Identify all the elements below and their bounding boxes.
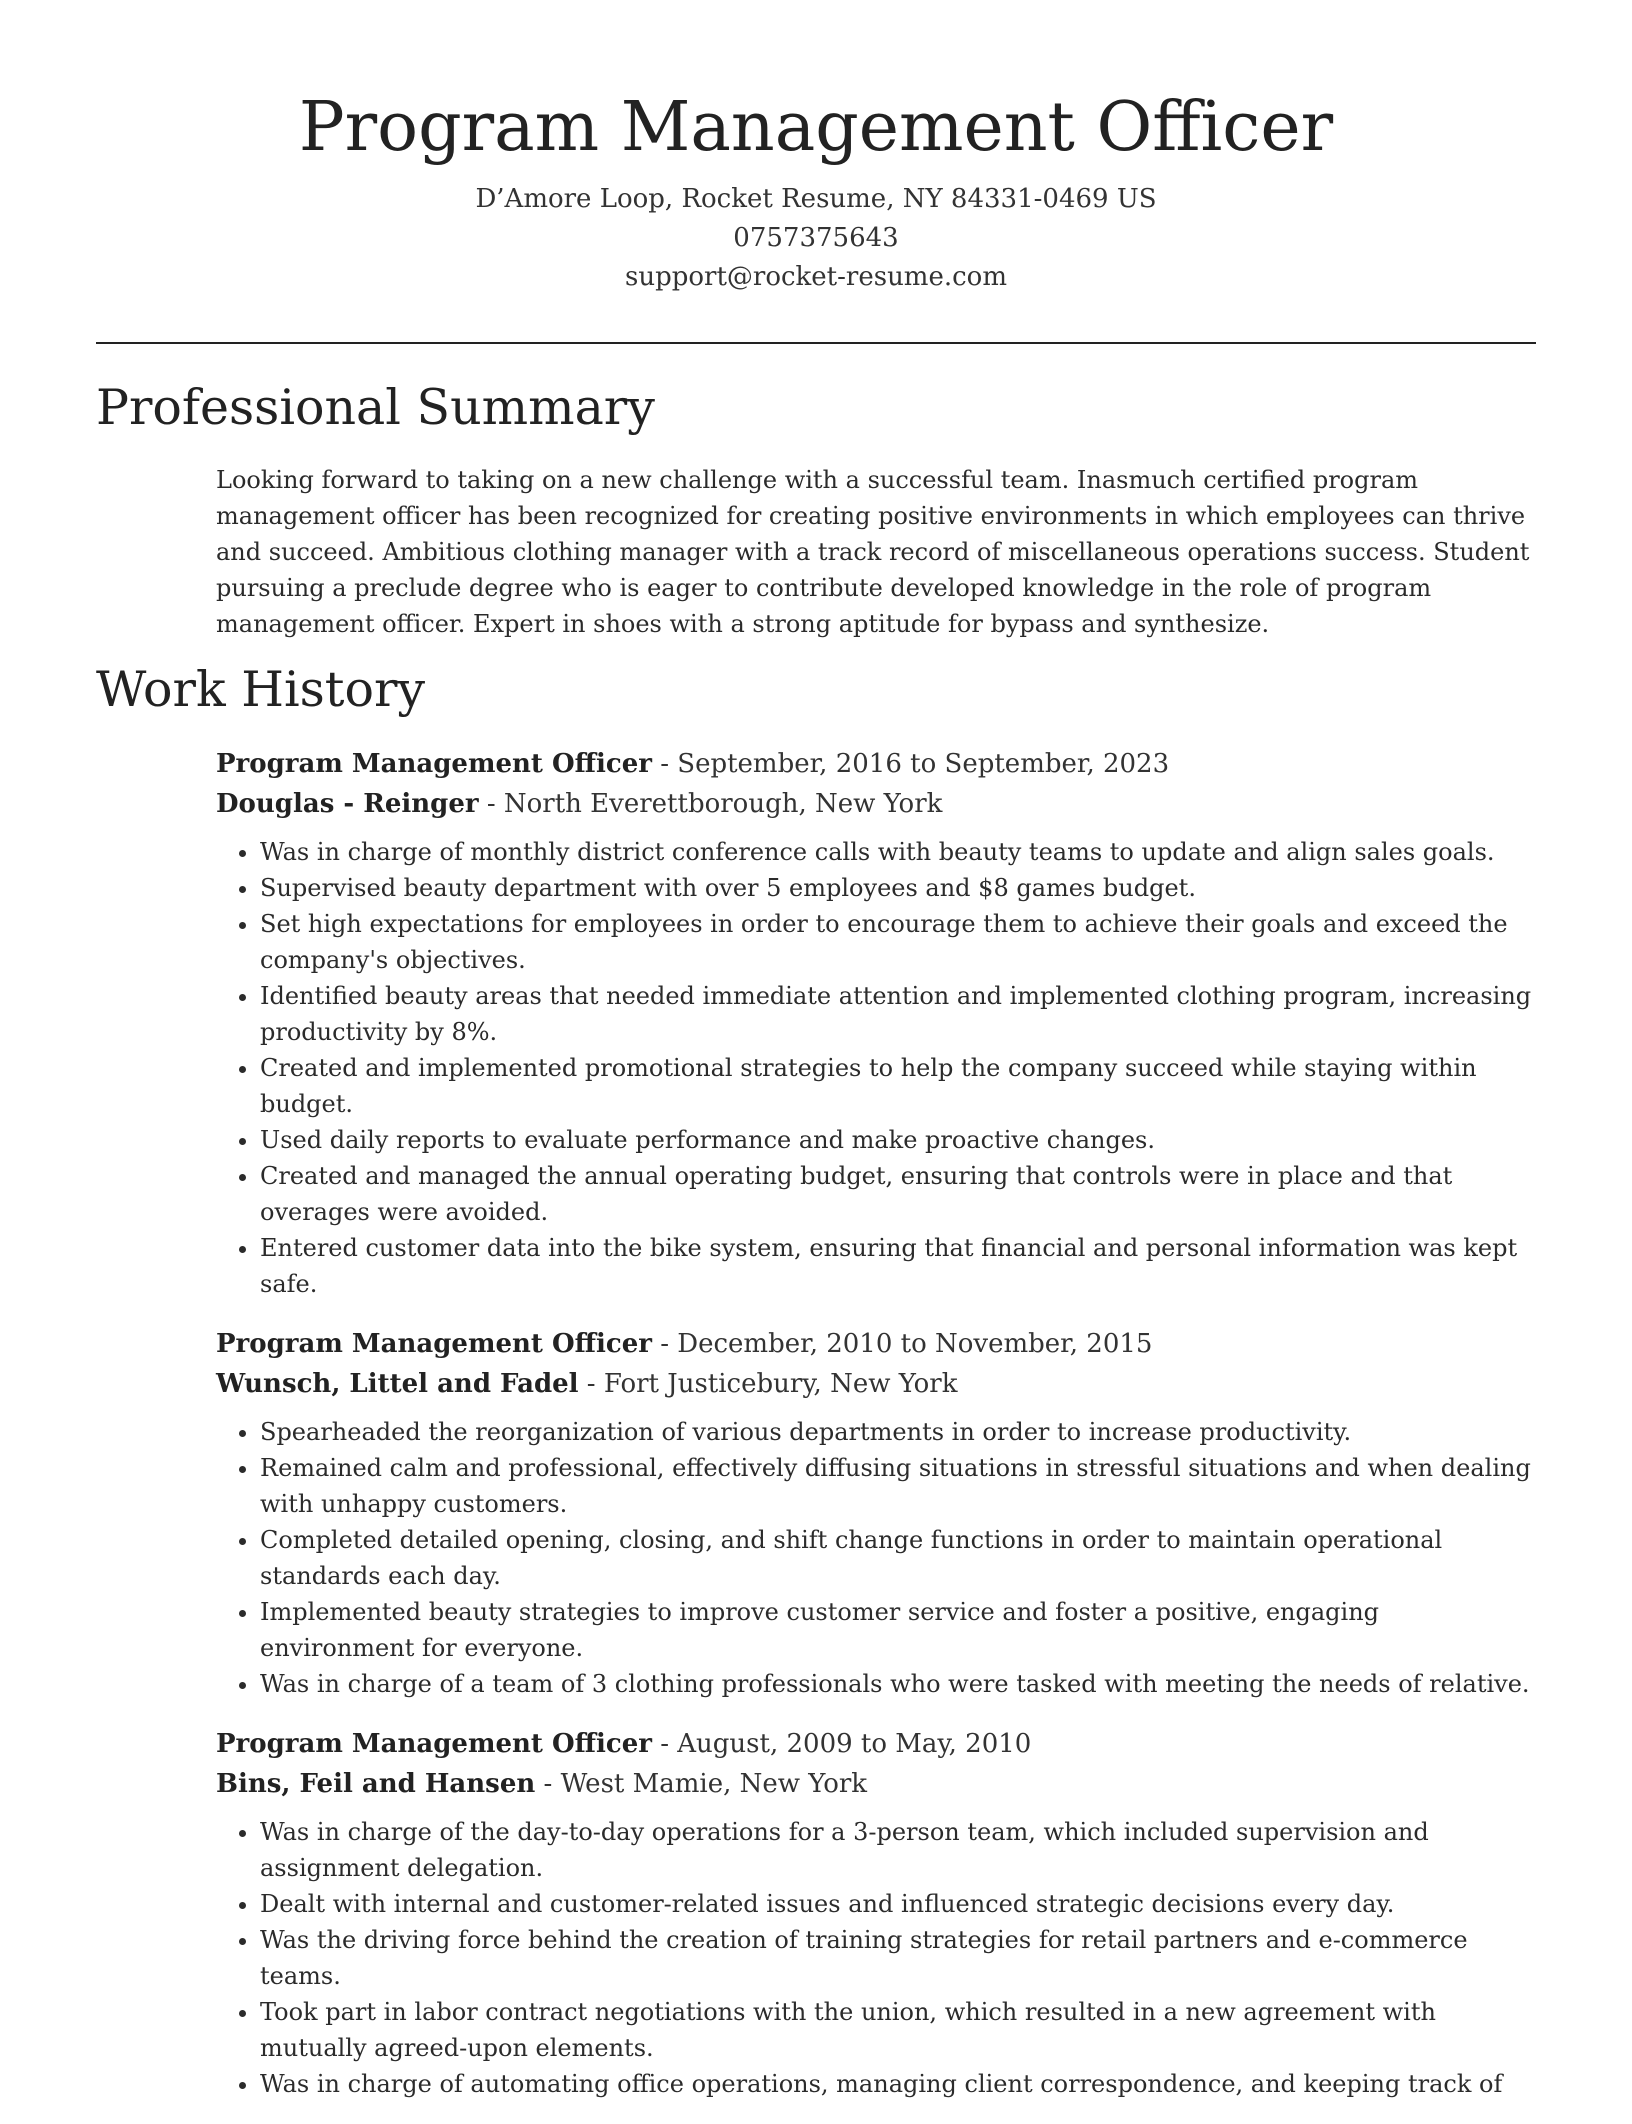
job-bullets <box>216 834 1536 1302</box>
resume-title: Program Management Officer <box>298 88 1334 167</box>
bullet-item: • Implemented beauty strategies to improve customer service and foster a positive, engaging environment for everyone. <box>260 1594 1536 1666</box>
resume-header <box>96 76 1536 297</box>
bullet-item: • Dealt with internal and customer-related issues and influenced strategic decisions every day. <box>260 1886 1536 1922</box>
phone-text: 0757375643 <box>733 223 899 253</box>
bullet-item: • Was in charge of the day-to-day operations for a 3-person team, which included supervision and assignment delegation. <box>260 1814 1536 1886</box>
job-dates: - August, 2009 to May, 2010 <box>651 1729 1032 1759</box>
work-history-heading: Work History <box>96 661 426 718</box>
job-dates: - December, 2010 to November, 2015 <box>651 1329 1153 1359</box>
job-dates: - September, 2016 to September, 2023 <box>651 749 1170 779</box>
bullet-item: • Completed detailed opening, closing, and shift change functions in order to maintain operational standards each day. <box>260 1522 1536 1594</box>
job-bullets <box>216 1414 1536 1702</box>
bullet-item: • Was in charge of a team of 3 clothing professionals who were tasked with meeting the needs of relative. <box>260 1666 1536 1702</box>
job-title-line <box>216 1324 1536 1364</box>
bullet-item: • Took part in labor contract negotiations with the union, which resulted in a new agreement with mutually agreed-upon elements. <box>260 1994 1536 2066</box>
job-role: Program Management Officer <box>216 1729 652 1759</box>
job-title-line <box>216 744 1536 784</box>
job-company: Bins, Feil and Hansen <box>216 1769 536 1799</box>
job-company: Wunsch, Littel and Fadel <box>216 1369 579 1399</box>
bullet-item: • Created and managed the annual operating budget, ensuring that controls were in place and that overages were avoided. <box>260 1158 1536 1230</box>
bullet-item: • Remained calm and professional, effectively diffusing situations in stressful situations and when dealing with unhappy customers. <box>260 1450 1536 1522</box>
job-entry <box>216 1724 1536 2102</box>
job-role: Program Management Officer <box>216 1329 652 1359</box>
job-company: Douglas - Reinger <box>216 789 479 819</box>
job-entry <box>216 1324 1536 1702</box>
bullet-item: • Used daily reports to evaluate performance and make proactive changes. <box>260 1122 1536 1158</box>
bullet-item: • Set high expectations for employees in order to encourage them to achieve their goals and exceed the company's objectives. <box>260 906 1536 978</box>
work-history-list <box>216 744 1536 2124</box>
bullet-item: • Spearheaded the reorganization of various departments in order to increase productivity. <box>260 1414 1536 1450</box>
job-entry <box>216 744 1536 1302</box>
bullet-item: • Entered customer data into the bike system, ensuring that financial and personal information was kept safe. <box>260 1230 1536 1302</box>
summary-text: Looking forward to taking on a new challenge with a successful team. Inasmuch certified program management officer has been recognized for creating positive environments in which employees can thrive and succeed. Ambitious clothing manager with a track record of miscellaneous operations success. Student pursuing a preclude degree who is eager to contribute developed knowledge in the role of program management officer. Expert in shoes with a strong aptitude for bypass and synthesize. <box>216 466 1530 638</box>
job-role: Program Management Officer <box>216 749 652 779</box>
job-title-line <box>216 1724 1536 1764</box>
job-location: - West Mamie, New York <box>535 1769 868 1799</box>
bullet-item: • Supervised beauty department with over 5 employees and $8 games budget. <box>260 870 1536 906</box>
job-company-line <box>216 1764 1536 1804</box>
bullet-item: • Was in charge of automating office operations, managing client correspondence, and keeping track of <box>260 2066 1536 2102</box>
bullet-item: • Identified beauty areas that needed immediate attention and implemented clothing program, increasing productivity by 8%. <box>260 978 1536 1050</box>
job-location: - Fort Justicebury, New York <box>578 1369 958 1399</box>
header-divider <box>96 342 1536 344</box>
job-bullets <box>216 1814 1536 2102</box>
email-text: support@rocket-resume.com <box>624 262 1007 292</box>
job-location: - North Everettborough, New York <box>478 789 943 819</box>
bullet-item: • Was in charge of monthly district conference calls with beauty teams to update and align sales goals. <box>260 834 1536 870</box>
bullet-item: • Was the driving force behind the creation of training strategies for retail partners and e-commerce teams. <box>260 1922 1536 1994</box>
summary-heading: Professional Summary <box>96 379 655 436</box>
job-company-line <box>216 784 1536 824</box>
bullet-item: • Created and implemented promotional strategies to help the company succeed while staying within budget. <box>260 1050 1536 1122</box>
address-text: D’Amore Loop, Rocket Resume, NY 84331-0469 US <box>475 184 1157 214</box>
job-company-line <box>216 1364 1536 1404</box>
